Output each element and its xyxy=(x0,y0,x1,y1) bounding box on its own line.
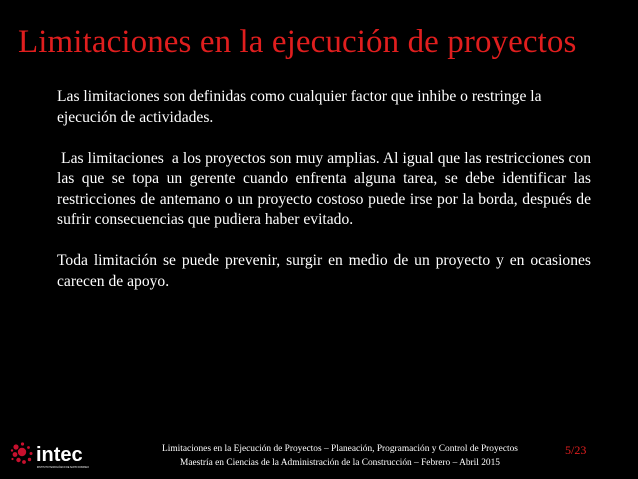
page-number: 5/23 xyxy=(565,443,587,457)
slide-body xyxy=(57,87,595,313)
paragraph-scope: Las limitaciones a los proyectos son muy amplias. Al igual que las restricciones con las que se topa un gerente cuando enfrenta alguna tarea, se debe identificar las restricciones de antemano o un proyecto costoso puede irse por la borda, después de sufrir consecuencias que pudiera haber evitado. xyxy=(57,149,595,228)
logo-wordmark: intec xyxy=(36,444,83,466)
slide-title: Limitaciones en la ejecución de proyectos xyxy=(18,24,577,60)
footer-line-2: Maestría en Ciencias de la Administración de la Construcción – Febrero – Abril 2015 xyxy=(180,457,500,468)
footer-line-1: Limitaciones en la Ejecución de Proyectos – Planeación, Programación y Control de Proyectos xyxy=(162,444,518,454)
paragraph-definition: Las limitaciones son definidas como cualquier factor que inhibe o restringe la ejecución de actividades. xyxy=(57,88,542,126)
footer-caption xyxy=(122,443,558,470)
paragraph-prevention: Toda limitación se puede prevenir, surgir en medio de un proyecto y en ocasiones carecen de apoyo. xyxy=(57,252,591,290)
intec-emblem-icon xyxy=(11,442,33,464)
intec-logo xyxy=(10,436,120,470)
logo-tagline: INSTITUTO TECNOLÓGICO DE SANTO DOMINGO xyxy=(37,465,110,469)
